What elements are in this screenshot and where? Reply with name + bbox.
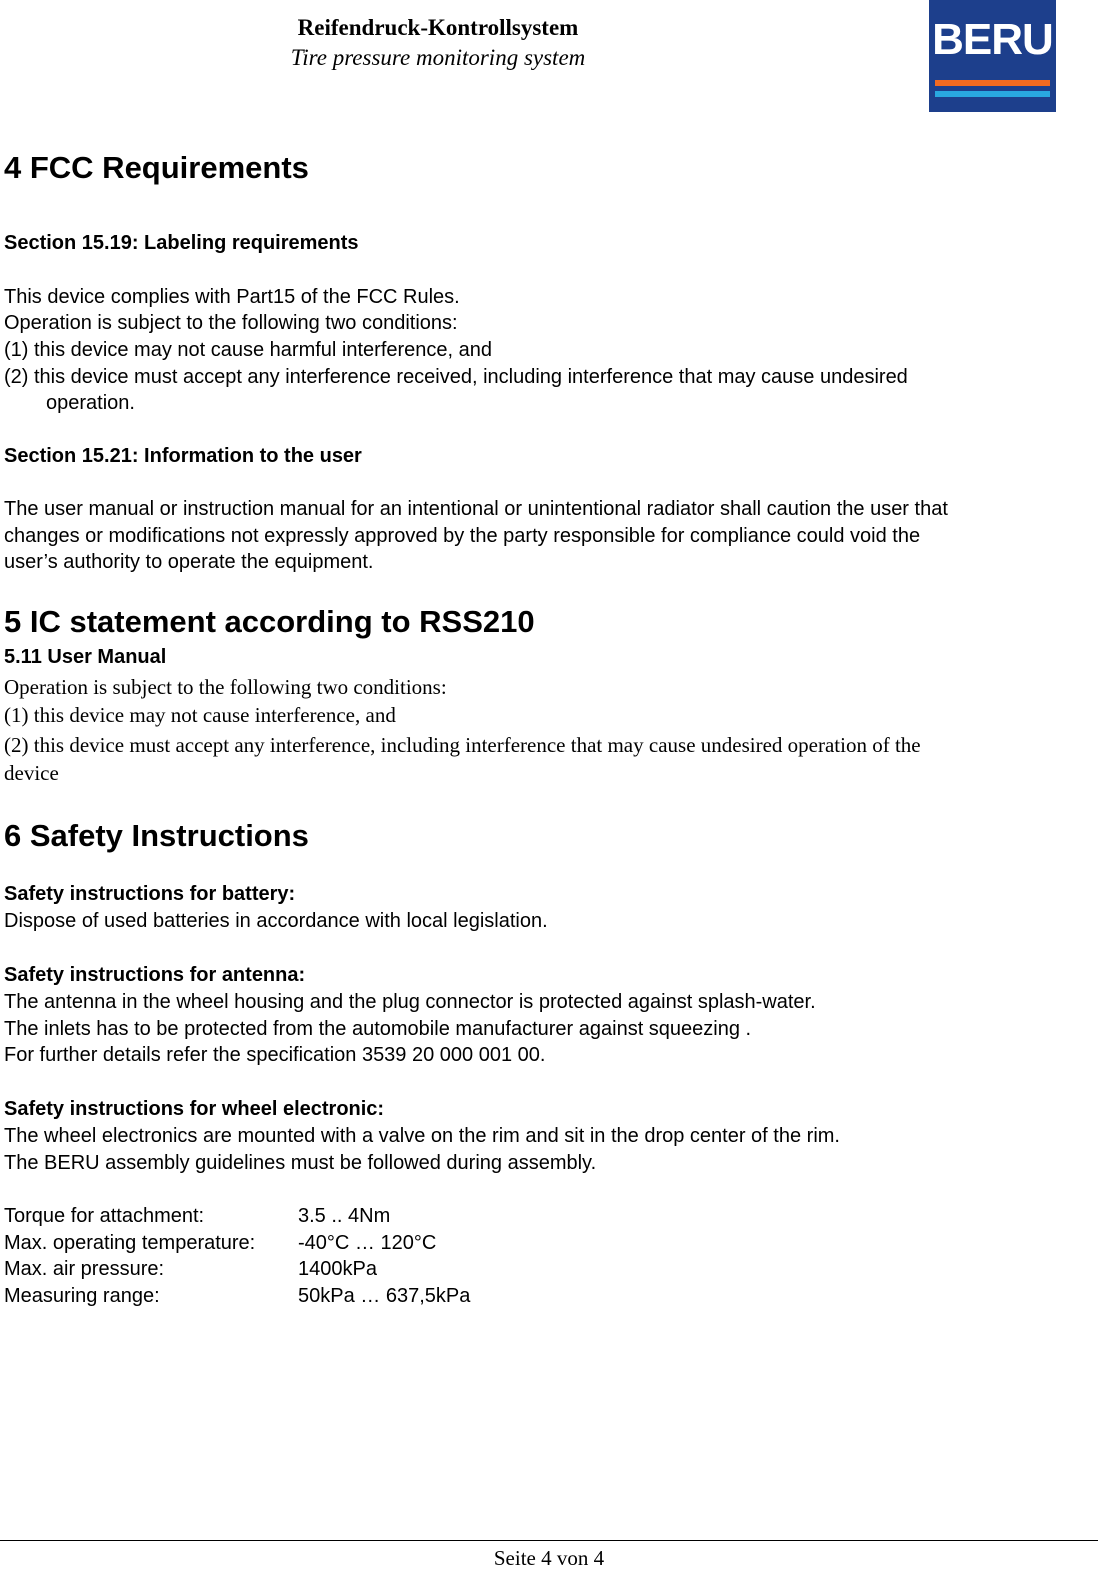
- header-title: Reifendruck-Kontrollsystem: [297, 15, 579, 40]
- list-item: (1) this device may not cause harmful interference, and: [4, 339, 493, 361]
- spec-label: Max. operating temperature:: [4, 1232, 256, 1254]
- text-line: Operation is subject to the following two conditions:: [4, 312, 458, 334]
- spec-label: Measuring range:: [4, 1285, 160, 1307]
- text-line: Operation is subject to the following two conditions:: [4, 675, 447, 699]
- page-number: Seite 4 von 4: [493, 1546, 605, 1570]
- spec-row: [0, 1284, 700, 1308]
- text-line: The inlets has to be protected from the automobile manufacturer against squeezing .: [4, 1018, 752, 1040]
- text-line: The antenna in the wheel housing and the plug connector is protected against splash-water.: [4, 991, 816, 1013]
- beru-logo: [929, 0, 1056, 112]
- heading-battery: Safety instructions for battery:: [4, 883, 296, 905]
- logo-stripe-orange: [935, 80, 1050, 86]
- text-line: For further details refer the specification 3539 20 000 001 00.: [4, 1044, 546, 1066]
- text-line: (1) this device may not cause interference, and: [4, 703, 396, 727]
- spec-label: Torque for attachment:: [4, 1205, 205, 1227]
- text-line: The user manual or instruction manual for an intentional or unintentional radiator shall caution the user that: [4, 498, 948, 520]
- footer-divider: [0, 1540, 1098, 1541]
- text-line: changes or modifications not expressly approved by the party responsible for compliance could void the: [4, 525, 921, 547]
- text-line: user’s authority to operate the equipment.: [4, 551, 374, 573]
- heading-user-manual: 5.11 User Manual: [4, 646, 167, 668]
- logo-stripe-blue: [935, 91, 1050, 97]
- spec-row: [0, 1204, 700, 1228]
- list-item-continuation: operation.: [46, 392, 135, 414]
- heading-wheel-electronic: Safety instructions for wheel electronic:: [4, 1098, 385, 1120]
- heading-fcc: 4 FCC Requirements: [4, 150, 309, 185]
- heading-ic-statement: 5 IC statement according to RSS210: [4, 604, 535, 639]
- heading-section-15-19: Section 15.19: Labeling requirements: [4, 232, 359, 254]
- list-item: (2) this device must accept any interference received, including interference that may cause undesired: [4, 366, 908, 388]
- spec-row: [0, 1231, 700, 1255]
- text-line: The BERU assembly guidelines must be followed during assembly.: [4, 1152, 597, 1174]
- spec-label: Max. air pressure:: [4, 1258, 165, 1280]
- text-line: device: [4, 761, 59, 785]
- spec-value: 3.5 .. 4Nm: [298, 1205, 391, 1227]
- header-subtitle: Tire pressure monitoring system: [290, 45, 586, 70]
- heading-section-15-21: Section 15.21: Information to the user: [4, 445, 362, 467]
- text-line: The wheel electronics are mounted with a valve on the rim and sit in the drop center of the rim.: [4, 1125, 840, 1147]
- spec-value: 50kPa … 637,5kPa: [298, 1285, 471, 1307]
- text-line: (2) this device must accept any interference, including interference that may cause undesired operation of the: [4, 733, 921, 757]
- spec-value: 1400kPa: [298, 1258, 377, 1280]
- logo-text: BERU: [932, 15, 1053, 64]
- text-line: This device complies with Part15 of the FCC Rules.: [4, 286, 460, 308]
- spec-row: [0, 1257, 700, 1281]
- heading-antenna: Safety instructions for antenna:: [4, 964, 306, 986]
- heading-safety: 6 Safety Instructions: [4, 818, 309, 853]
- text-line: Dispose of used batteries in accordance with local legislation.: [4, 910, 548, 932]
- spec-value: -40°C … 120°C: [298, 1232, 437, 1254]
